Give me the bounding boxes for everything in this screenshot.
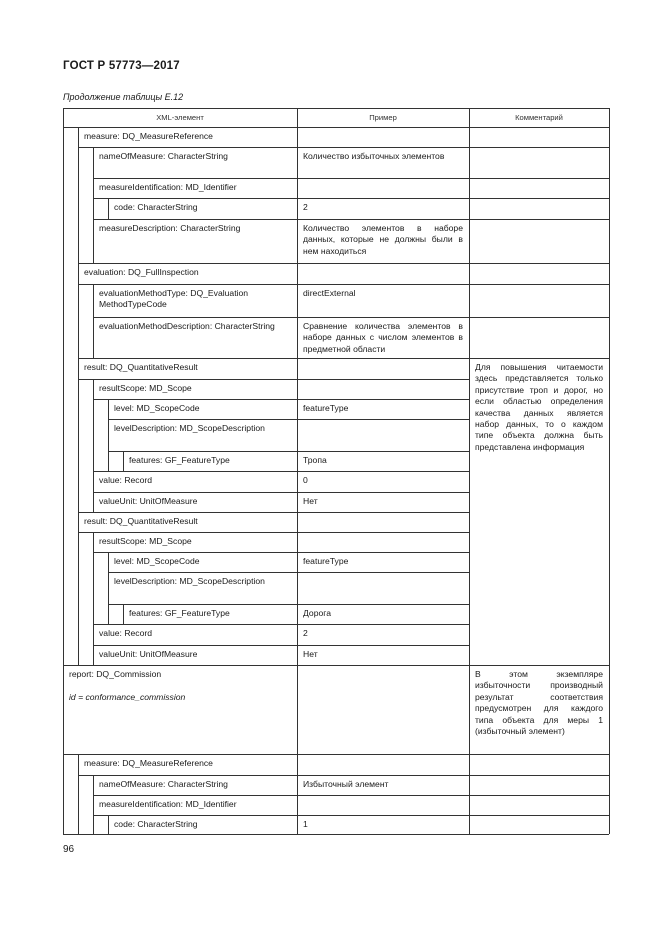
indent-guide bbox=[93, 399, 94, 419]
example-cell: 0 bbox=[303, 475, 308, 485]
indent-guide bbox=[78, 645, 79, 665]
indent-guide bbox=[78, 604, 79, 624]
example-cell: Нет bbox=[303, 649, 318, 659]
row-separator bbox=[78, 379, 469, 380]
indent-guide bbox=[93, 379, 94, 399]
table-left-border bbox=[63, 108, 64, 834]
row-separator bbox=[93, 795, 609, 796]
indent-guide bbox=[78, 795, 79, 815]
row-separator bbox=[93, 198, 609, 199]
indent-guide bbox=[78, 419, 79, 451]
indent-guide bbox=[93, 775, 94, 795]
indent-guide bbox=[93, 572, 94, 604]
xml-element-cell: code: CharacterString bbox=[114, 202, 198, 212]
row-separator bbox=[108, 419, 469, 420]
indent-guide bbox=[78, 358, 79, 379]
row-separator bbox=[93, 645, 469, 646]
row-separator bbox=[78, 263, 609, 264]
row-separator bbox=[78, 358, 609, 359]
row-separator bbox=[63, 665, 609, 666]
row-separator bbox=[93, 317, 609, 318]
indent-guide bbox=[93, 604, 94, 624]
xml-element-id-note: id = conformance_commission bbox=[69, 692, 186, 702]
row-separator bbox=[63, 127, 609, 128]
xml-element-cell: measureIdentification: MD_Identifier bbox=[99, 799, 237, 809]
indent-guide bbox=[78, 492, 79, 512]
row-separator bbox=[78, 147, 609, 148]
indent-guide bbox=[93, 471, 94, 492]
row-separator bbox=[93, 815, 609, 816]
row-separator bbox=[93, 471, 469, 472]
xml-element-cell: levelDescription: MD_ScopeDescription bbox=[114, 423, 265, 433]
xml-element-cell: features: GF_FeatureType bbox=[129, 608, 230, 618]
indent-guide bbox=[108, 399, 109, 419]
header-xml-element: XML-элемент bbox=[156, 113, 204, 122]
indent-guide bbox=[93, 219, 94, 263]
xml-element-cell: level: MD_ScopeCode bbox=[114, 556, 200, 566]
indent-guide bbox=[78, 451, 79, 471]
example-cell: Сравнение количества элементов в наборе данных с числом элементов в предметной области bbox=[303, 321, 463, 354]
table-continuation-caption: Продолжение таблицы Е.12 bbox=[63, 92, 184, 102]
indent-guide bbox=[78, 178, 79, 198]
indent-guide bbox=[78, 815, 79, 834]
row-separator bbox=[93, 492, 469, 493]
xml-element-cell: result: DQ_QuantitativeResult bbox=[84, 516, 198, 526]
xml-element-cell: code: CharacterString bbox=[114, 819, 198, 829]
row-separator bbox=[108, 572, 469, 573]
example-cell: Тропа bbox=[303, 455, 327, 465]
indent-guide bbox=[108, 815, 109, 834]
xml-element-cell: evaluationMethodDescription: CharacterString bbox=[99, 321, 275, 331]
indent-guide bbox=[93, 532, 94, 552]
indent-guide bbox=[78, 219, 79, 263]
row-separator bbox=[93, 552, 469, 553]
row-separator bbox=[63, 754, 609, 755]
column-divider-comment bbox=[469, 108, 470, 834]
indent-guide bbox=[93, 552, 94, 572]
row-separator bbox=[93, 219, 609, 220]
indent-guide bbox=[93, 795, 94, 815]
indent-guide bbox=[78, 317, 79, 358]
example-cell: 2 bbox=[303, 202, 308, 212]
row-separator bbox=[78, 284, 609, 285]
header-comment: Комментарий bbox=[515, 113, 563, 122]
example-cell: Количество элементов в наборе данных, которые не должны были в нем находиться bbox=[303, 223, 463, 256]
xml-element-cell: resultScope: MD_Scope bbox=[99, 383, 192, 393]
indent-guide bbox=[78, 532, 79, 552]
row-separator bbox=[78, 532, 469, 533]
table-right-border bbox=[609, 108, 610, 834]
indent-guide bbox=[108, 604, 109, 624]
indent-guide bbox=[123, 604, 124, 624]
xml-element-cell: nameOfMeasure: CharacterString bbox=[99, 151, 228, 161]
xml-element-cell: measure: DQ_MeasureReference bbox=[84, 131, 213, 141]
xml-element-cell: measure: DQ_MeasureReference bbox=[84, 758, 213, 768]
xml-element-cell: report: DQ_Commission bbox=[69, 669, 162, 679]
indent-guide bbox=[108, 198, 109, 219]
indent-guide bbox=[93, 451, 94, 471]
example-cell: 2 bbox=[303, 628, 308, 638]
indent-guide bbox=[78, 198, 79, 219]
indent-guide bbox=[78, 147, 79, 178]
row-separator bbox=[78, 775, 609, 776]
xml-element-cell: valueUnit: UnitOfMeasure bbox=[99, 649, 198, 659]
indent-guide bbox=[93, 419, 94, 451]
indent-guide bbox=[93, 492, 94, 512]
indent-guide bbox=[93, 645, 94, 665]
xml-element-cell: value: Record bbox=[99, 475, 153, 485]
xml-element-cell: resultScope: MD_Scope bbox=[99, 536, 192, 546]
example-cell: featureType bbox=[303, 556, 349, 566]
row-separator bbox=[93, 178, 609, 179]
xml-element-cell: evaluation: DQ_FullInspection bbox=[84, 267, 199, 277]
indent-guide bbox=[78, 775, 79, 795]
indent-guide bbox=[78, 754, 79, 775]
indent-guide bbox=[78, 624, 79, 645]
xml-element-cell: valueUnit: UnitOfMeasure bbox=[99, 496, 198, 506]
row-separator bbox=[93, 399, 469, 400]
table-top-border bbox=[63, 108, 609, 109]
indent-guide bbox=[93, 284, 94, 317]
example-cell: Нет bbox=[303, 496, 318, 506]
indent-guide bbox=[93, 178, 94, 198]
indent-guide bbox=[78, 512, 79, 532]
xml-element-cell: evaluationMethodType: DQ_Evaluation MethodTypeCode bbox=[99, 288, 249, 310]
indent-guide bbox=[108, 419, 109, 451]
header-example: Пример bbox=[369, 113, 397, 122]
xml-element-cell: features: GF_FeatureType bbox=[129, 455, 230, 465]
indent-guide bbox=[78, 572, 79, 604]
row-separator bbox=[108, 604, 469, 605]
indent-guide bbox=[78, 127, 79, 147]
row-separator bbox=[78, 512, 469, 513]
indent-guide bbox=[78, 471, 79, 492]
comment-cell: Для повышения читаемости здесь представляется только присутствие троп и дорог, но если областью определения качества данных является набор данных, то о каждом типе объекта должна быть представлена информация bbox=[475, 362, 603, 452]
xml-element-table bbox=[63, 108, 609, 834]
xml-element-cell: measureDescription: CharacterString bbox=[99, 223, 241, 233]
indent-guide bbox=[78, 379, 79, 399]
indent-guide bbox=[108, 451, 109, 471]
indent-guide bbox=[108, 572, 109, 604]
indent-guide bbox=[93, 815, 94, 834]
xml-element-cell: measureIdentification: MD_Identifier bbox=[99, 182, 237, 192]
indent-guide bbox=[108, 552, 109, 572]
comment-cell: В этом экземпляре избыточности производный результат соответствия предусмотрен для каждого типа объекта для меры 1 (избыточный элемент) bbox=[475, 669, 603, 737]
indent-guide bbox=[78, 263, 79, 284]
xml-element-cell: level: MD_ScopeCode bbox=[114, 403, 200, 413]
example-cell: Количество избыточных элементов bbox=[303, 151, 445, 161]
page-number: 96 bbox=[63, 844, 75, 855]
indent-guide bbox=[93, 317, 94, 358]
document-standard-title: ГОСТ Р 57773—2017 bbox=[63, 60, 180, 72]
xml-element-cell: nameOfMeasure: CharacterString bbox=[99, 779, 228, 789]
xml-element-cell: levelDescription: MD_ScopeDescription bbox=[114, 576, 265, 586]
example-cell: 1 bbox=[303, 819, 308, 829]
xml-element-cell: value: Record bbox=[99, 628, 153, 638]
example-cell: featureType bbox=[303, 403, 349, 413]
example-cell: directExternal bbox=[303, 288, 356, 298]
example-cell: Дорога bbox=[303, 608, 331, 618]
row-separator bbox=[93, 624, 469, 625]
indent-guide bbox=[93, 624, 94, 645]
indent-guide bbox=[93, 147, 94, 178]
row-separator bbox=[108, 451, 469, 452]
indent-guide bbox=[123, 451, 124, 471]
indent-guide bbox=[93, 198, 94, 219]
example-cell: Избыточный элемент bbox=[303, 779, 389, 789]
table-bottom-border bbox=[63, 834, 609, 835]
indent-guide bbox=[78, 552, 79, 572]
xml-element-cell: result: DQ_QuantitativeResult bbox=[84, 362, 198, 372]
indent-guide bbox=[78, 284, 79, 317]
indent-guide bbox=[78, 399, 79, 419]
